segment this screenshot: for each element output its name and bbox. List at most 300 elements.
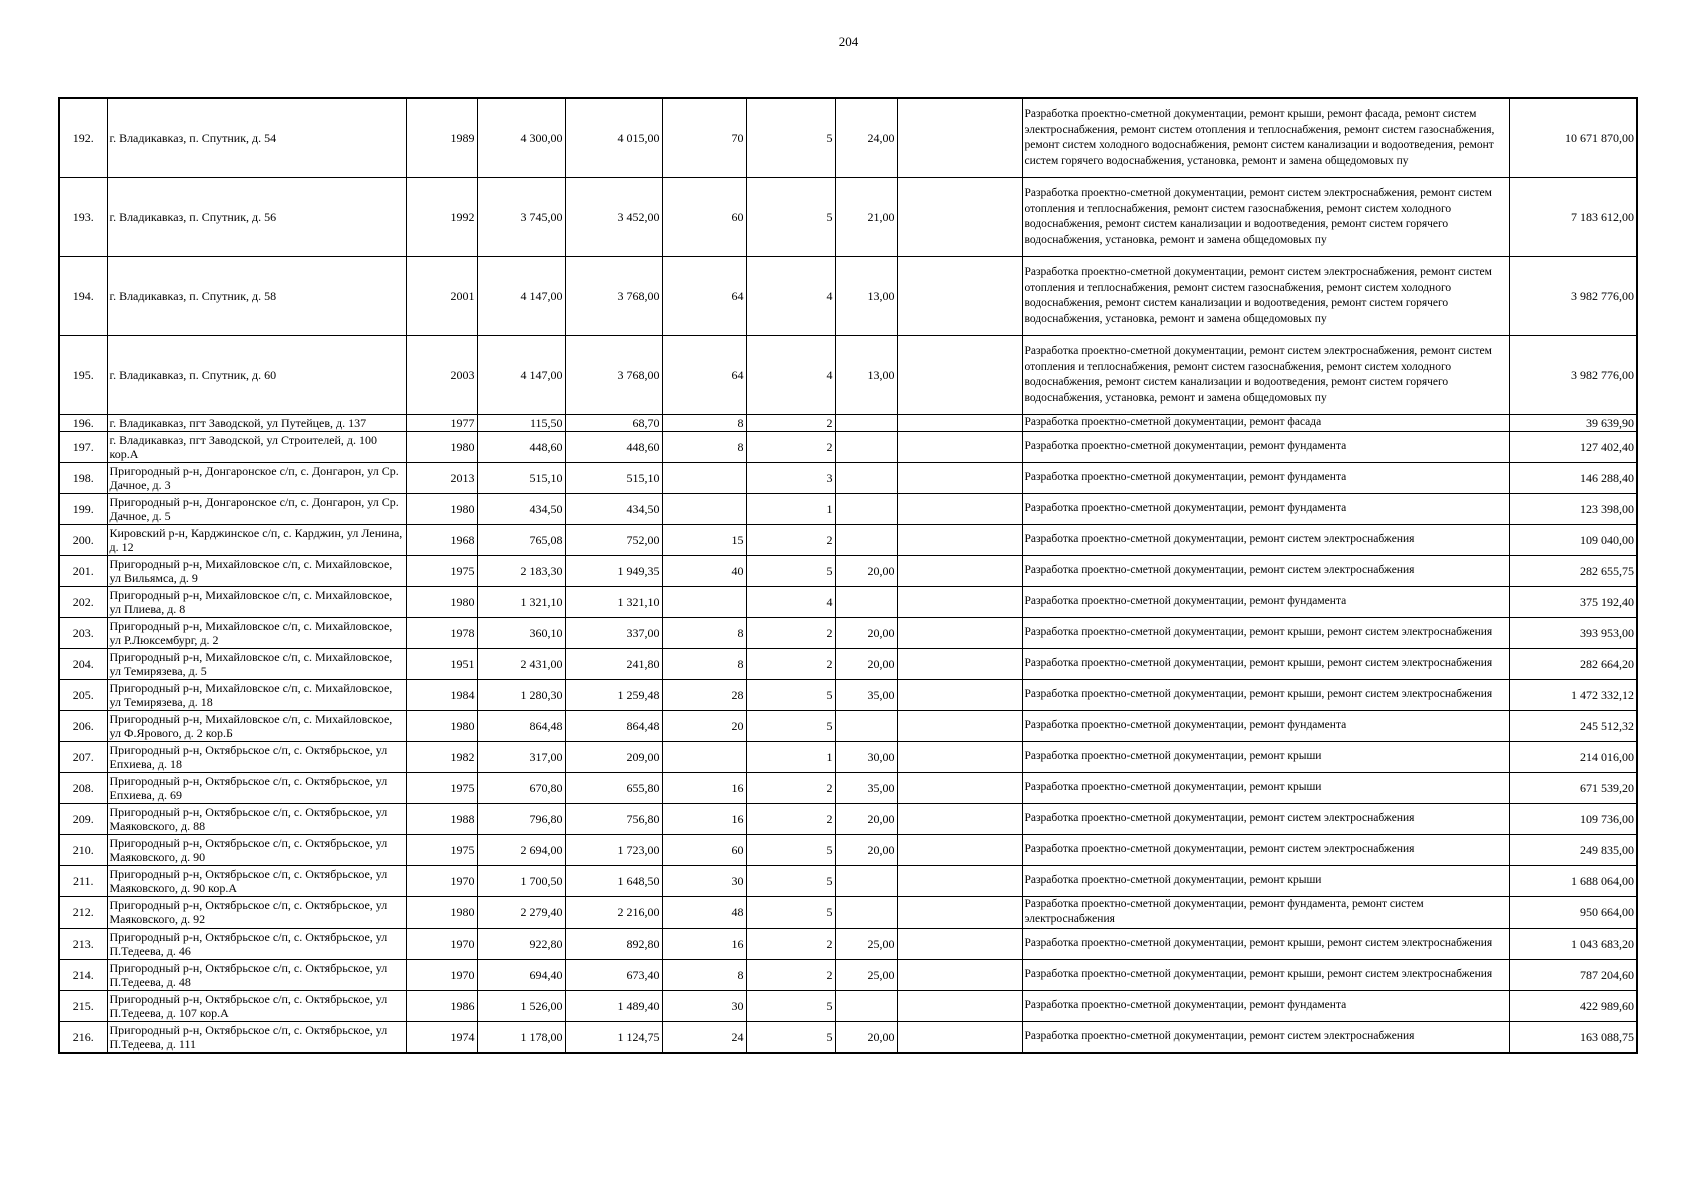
table-row [59, 462, 1637, 493]
row-number-cell: 199. [59, 493, 107, 524]
total-area-cell: 360,10 [477, 617, 565, 648]
wear-cell: 20,00 [835, 803, 897, 834]
floors-cell: 2 [746, 617, 835, 648]
wear-cell: 20,00 [835, 648, 897, 679]
year-cell: 1988 [406, 803, 477, 834]
table-row [59, 710, 1637, 741]
address-cell: г. Владикавказ, п. Спутник, д. 60 [107, 336, 406, 415]
floors-cell: 2 [746, 803, 835, 834]
works-cell: Разработка проектно-сметной документации, ремонт систем электроснабжения, ремонт систем отопления и теплоснабжения, ремонт систем газоснабжения, ремонт систем холодного водоснабжения, ремонт систем канализации и водоотведения, ремонт систем горячего водоснабжения, установка, ремонт и замена общедомовых пу [1022, 257, 1509, 336]
cost-cell: 163 088,75 [1509, 1021, 1637, 1053]
table-body [59, 98, 1637, 1053]
row-number-cell: 202. [59, 586, 107, 617]
floors-cell: 1 [746, 493, 835, 524]
address-cell: г. Владикавказ, п. Спутник, д. 58 [107, 257, 406, 336]
row-number-cell: 216. [59, 1021, 107, 1053]
extra-cell [897, 741, 1022, 772]
living-area-cell: 337,00 [565, 617, 662, 648]
living-area-cell: 68,70 [565, 415, 662, 432]
address-cell: Пригородный р-н, Михайловское с/п, с. Михайловское, ул Р.Люксембург, д. 2 [107, 617, 406, 648]
living-area-cell: 3 768,00 [565, 336, 662, 415]
table-row [59, 959, 1637, 990]
table-row [59, 415, 1637, 432]
wear-cell: 13,00 [835, 336, 897, 415]
wear-cell [835, 493, 897, 524]
works-cell: Разработка проектно-сметной документации, ремонт крыши, ремонт систем электроснабжения [1022, 648, 1509, 679]
year-cell: 2013 [406, 462, 477, 493]
living-area-cell: 3 768,00 [565, 257, 662, 336]
residents-cell [662, 462, 746, 493]
total-area-cell: 317,00 [477, 741, 565, 772]
residents-cell: 24 [662, 1021, 746, 1053]
cost-cell: 1 688 064,00 [1509, 865, 1637, 896]
works-cell: Разработка проектно-сметной документации, ремонт фундамента [1022, 431, 1509, 462]
cost-cell: 146 288,40 [1509, 462, 1637, 493]
floors-cell: 5 [746, 1021, 835, 1053]
floors-cell: 5 [746, 178, 835, 257]
wear-cell: 20,00 [835, 834, 897, 865]
total-area-cell: 448,60 [477, 431, 565, 462]
wear-cell [835, 462, 897, 493]
wear-cell [835, 710, 897, 741]
table-row [59, 865, 1637, 896]
floors-cell: 2 [746, 431, 835, 462]
works-cell: Разработка проектно-сметной документации, ремонт систем электроснабжения [1022, 555, 1509, 586]
year-cell: 2001 [406, 257, 477, 336]
extra-cell [897, 178, 1022, 257]
address-cell: Пригородный р-н, Михайловское с/п, с. Михайловское, ул Плиева, д. 8 [107, 586, 406, 617]
cost-cell: 1 043 683,20 [1509, 928, 1637, 959]
residents-cell: 28 [662, 679, 746, 710]
row-number-cell: 213. [59, 928, 107, 959]
floors-cell: 2 [746, 772, 835, 803]
wear-cell: 25,00 [835, 959, 897, 990]
year-cell: 1980 [406, 431, 477, 462]
table-row [59, 772, 1637, 803]
row-number-cell: 203. [59, 617, 107, 648]
year-cell: 1975 [406, 772, 477, 803]
residents-cell: 8 [662, 617, 746, 648]
extra-cell [897, 896, 1022, 928]
floors-cell: 3 [746, 462, 835, 493]
year-cell: 1970 [406, 865, 477, 896]
table-row [59, 555, 1637, 586]
wear-cell [835, 896, 897, 928]
address-cell: Пригородный р-н, Михайловское с/п, с. Михайловское, ул Темирязева, д. 18 [107, 679, 406, 710]
floors-cell: 2 [746, 648, 835, 679]
address-cell: Пригородный р-н, Октябрьское с/п, с. Октябрьское, ул Епхиева, д. 69 [107, 772, 406, 803]
table-row [59, 803, 1637, 834]
floors-cell: 2 [746, 415, 835, 432]
table-row [59, 741, 1637, 772]
extra-cell [897, 98, 1022, 178]
extra-cell [897, 772, 1022, 803]
works-cell: Разработка проектно-сметной документации, ремонт систем электроснабжения [1022, 524, 1509, 555]
living-area-cell: 655,80 [565, 772, 662, 803]
cost-cell: 422 989,60 [1509, 990, 1637, 1021]
year-cell: 1980 [406, 710, 477, 741]
total-area-cell: 2 694,00 [477, 834, 565, 865]
extra-cell [897, 648, 1022, 679]
residents-cell: 48 [662, 896, 746, 928]
address-cell: Кировский р-н, Карджинское с/п, с. Карджин, ул Ленина, д. 12 [107, 524, 406, 555]
year-cell: 1978 [406, 617, 477, 648]
living-area-cell: 241,80 [565, 648, 662, 679]
works-cell: Разработка проектно-сметной документации, ремонт крыши, ремонт фасада, ремонт систем электроснабжения, ремонт систем отопления и теплоснабжения, ремонт систем газоснабжения, ремонт систем холодного водоснабжения, ремонт систем канализации и водоотведения, ремонт систем горячего водоснабжения, установка, ремонт и замена общедомовых пу [1022, 98, 1509, 178]
table-row [59, 493, 1637, 524]
year-cell: 1980 [406, 586, 477, 617]
table-row [59, 257, 1637, 336]
address-cell: Пригородный р-н, Донгаронское с/п, с. Донгарон, ул Ср. Дачное, д. 5 [107, 493, 406, 524]
floors-cell: 4 [746, 257, 835, 336]
cost-cell: 109 040,00 [1509, 524, 1637, 555]
table-row [59, 928, 1637, 959]
works-cell: Разработка проектно-сметной документации, ремонт фасада [1022, 415, 1509, 432]
wear-cell: 20,00 [835, 1021, 897, 1053]
residents-cell: 60 [662, 834, 746, 865]
year-cell: 1984 [406, 679, 477, 710]
residents-cell: 20 [662, 710, 746, 741]
total-area-cell: 1 280,30 [477, 679, 565, 710]
living-area-cell: 1 321,10 [565, 586, 662, 617]
wear-cell [835, 586, 897, 617]
extra-cell [897, 617, 1022, 648]
wear-cell [835, 524, 897, 555]
address-cell: г. Владикавказ, п. Спутник, д. 56 [107, 178, 406, 257]
extra-cell [897, 493, 1022, 524]
year-cell: 1951 [406, 648, 477, 679]
floors-cell: 2 [746, 524, 835, 555]
extra-cell [897, 990, 1022, 1021]
residents-cell: 16 [662, 803, 746, 834]
works-cell: Разработка проектно-сметной документации, ремонт фундамента [1022, 462, 1509, 493]
floors-cell: 4 [746, 336, 835, 415]
residents-cell: 15 [662, 524, 746, 555]
cost-cell: 109 736,00 [1509, 803, 1637, 834]
cost-cell: 787 204,60 [1509, 959, 1637, 990]
works-cell: Разработка проектно-сметной документации, ремонт фундамента [1022, 990, 1509, 1021]
floors-cell: 5 [746, 990, 835, 1021]
residents-cell: 8 [662, 431, 746, 462]
residents-cell: 8 [662, 648, 746, 679]
living-area-cell: 3 452,00 [565, 178, 662, 257]
living-area-cell: 1 124,75 [565, 1021, 662, 1053]
total-area-cell: 2 279,40 [477, 896, 565, 928]
cost-cell: 393 953,00 [1509, 617, 1637, 648]
row-number-cell: 208. [59, 772, 107, 803]
total-area-cell: 864,48 [477, 710, 565, 741]
living-area-cell: 434,50 [565, 493, 662, 524]
row-number-cell: 207. [59, 741, 107, 772]
works-cell: Разработка проектно-сметной документации, ремонт крыши [1022, 772, 1509, 803]
row-number-cell: 205. [59, 679, 107, 710]
year-cell: 1975 [406, 834, 477, 865]
floors-cell: 5 [746, 896, 835, 928]
address-cell: Пригородный р-н, Октябрьское с/п, с. Октябрьское, ул П.Тедеева, д. 46 [107, 928, 406, 959]
living-area-cell: 673,40 [565, 959, 662, 990]
address-cell: Пригородный р-н, Октябрьское с/п, с. Октябрьское, ул П.Тедеева, д. 48 [107, 959, 406, 990]
total-area-cell: 434,50 [477, 493, 565, 524]
extra-cell [897, 257, 1022, 336]
extra-cell [897, 555, 1022, 586]
table-row [59, 98, 1637, 178]
extra-cell [897, 803, 1022, 834]
total-area-cell: 1 700,50 [477, 865, 565, 896]
living-area-cell: 515,10 [565, 462, 662, 493]
wear-cell: 21,00 [835, 178, 897, 257]
row-number-cell: 201. [59, 555, 107, 586]
cost-cell: 3 982 776,00 [1509, 336, 1637, 415]
row-number-cell: 204. [59, 648, 107, 679]
table-row [59, 834, 1637, 865]
total-area-cell: 796,80 [477, 803, 565, 834]
works-cell: Разработка проектно-сметной документации, ремонт крыши [1022, 741, 1509, 772]
address-cell: Пригородный р-н, Октябрьское с/п, с. Октябрьское, ул Маяковского, д. 90 [107, 834, 406, 865]
address-cell: Пригородный р-н, Октябрьское с/п, с. Октябрьское, ул П.Тедеева, д. 111 [107, 1021, 406, 1053]
row-number-cell: 214. [59, 959, 107, 990]
extra-cell [897, 679, 1022, 710]
year-cell: 1982 [406, 741, 477, 772]
works-cell: Разработка проектно-сметной документации, ремонт систем электроснабжения [1022, 803, 1509, 834]
year-cell: 1975 [406, 555, 477, 586]
wear-cell: 13,00 [835, 257, 897, 336]
works-cell: Разработка проектно-сметной документации, ремонт систем электроснабжения [1022, 1021, 1509, 1053]
year-cell: 1970 [406, 959, 477, 990]
row-number-cell: 197. [59, 431, 107, 462]
table-row [59, 336, 1637, 415]
wear-cell [835, 865, 897, 896]
table-row [59, 1021, 1637, 1053]
extra-cell [897, 336, 1022, 415]
living-area-cell: 892,80 [565, 928, 662, 959]
cost-cell: 375 192,40 [1509, 586, 1637, 617]
row-number-cell: 212. [59, 896, 107, 928]
works-cell: Разработка проектно-сметной документации, ремонт систем электроснабжения, ремонт систем отопления и теплоснабжения, ремонт систем газоснабжения, ремонт систем холодного водоснабжения, ремонт систем канализации и водоотведения, ремонт систем горячего водоснабжения, установка, ремонт и замена общедомовых пу [1022, 336, 1509, 415]
row-number-cell: 215. [59, 990, 107, 1021]
cost-cell: 3 982 776,00 [1509, 257, 1637, 336]
total-area-cell: 2 183,30 [477, 555, 565, 586]
living-area-cell: 1 949,35 [565, 555, 662, 586]
living-area-cell: 2 216,00 [565, 896, 662, 928]
extra-cell [897, 1021, 1022, 1053]
residents-cell: 30 [662, 865, 746, 896]
year-cell: 1989 [406, 98, 477, 178]
address-cell: Пригородный р-н, Октябрьское с/п, с. Октябрьское, ул Епхиева, д. 18 [107, 741, 406, 772]
extra-cell [897, 586, 1022, 617]
floors-cell: 5 [746, 555, 835, 586]
row-number-cell: 209. [59, 803, 107, 834]
wear-cell [835, 990, 897, 1021]
address-cell: Пригородный р-н, Михайловское с/п, с. Михайловское, ул Ф.Ярового, д. 2 кор.Б [107, 710, 406, 741]
row-number-cell: 195. [59, 336, 107, 415]
wear-cell: 35,00 [835, 772, 897, 803]
floors-cell: 5 [746, 710, 835, 741]
address-cell: г. Владикавказ, пгт Заводской, ул Строителей, д. 100 кор.А [107, 431, 406, 462]
address-cell: Пригородный р-н, Донгаронское с/п, с. Донгарон, ул Ср. Дачное, д. 3 [107, 462, 406, 493]
residents-cell [662, 586, 746, 617]
year-cell: 2003 [406, 336, 477, 415]
cost-cell: 127 402,40 [1509, 431, 1637, 462]
year-cell: 1986 [406, 990, 477, 1021]
living-area-cell: 209,00 [565, 741, 662, 772]
wear-cell: 30,00 [835, 741, 897, 772]
total-area-cell: 1 321,10 [477, 586, 565, 617]
table-row [59, 178, 1637, 257]
floors-cell: 4 [746, 586, 835, 617]
living-area-cell: 448,60 [565, 431, 662, 462]
works-cell: Разработка проектно-сметной документации, ремонт систем электроснабжения [1022, 834, 1509, 865]
residents-cell: 8 [662, 415, 746, 432]
total-area-cell: 3 745,00 [477, 178, 565, 257]
table-row [59, 617, 1637, 648]
wear-cell [835, 415, 897, 432]
row-number-cell: 196. [59, 415, 107, 432]
floors-cell: 5 [746, 865, 835, 896]
residents-cell [662, 493, 746, 524]
cost-cell: 1 472 332,12 [1509, 679, 1637, 710]
cost-cell: 282 655,75 [1509, 555, 1637, 586]
works-cell: Разработка проектно-сметной документации, ремонт крыши, ремонт систем электроснабжения [1022, 959, 1509, 990]
wear-cell: 35,00 [835, 679, 897, 710]
table-row [59, 586, 1637, 617]
extra-cell [897, 431, 1022, 462]
residents-cell: 30 [662, 990, 746, 1021]
total-area-cell: 515,10 [477, 462, 565, 493]
extra-cell [897, 834, 1022, 865]
wear-cell: 25,00 [835, 928, 897, 959]
floors-cell: 1 [746, 741, 835, 772]
total-area-cell: 2 431,00 [477, 648, 565, 679]
cost-cell: 249 835,00 [1509, 834, 1637, 865]
works-cell: Разработка проектно-сметной документации, ремонт фундамента [1022, 586, 1509, 617]
table-row [59, 648, 1637, 679]
row-number-cell: 198. [59, 462, 107, 493]
living-area-cell: 1 259,48 [565, 679, 662, 710]
table-row [59, 896, 1637, 928]
cost-cell: 282 664,20 [1509, 648, 1637, 679]
works-cell: Разработка проектно-сметной документации, ремонт фундамента, ремонт систем электроснабжения [1022, 896, 1509, 928]
works-cell: Разработка проектно-сметной документации, ремонт крыши, ремонт систем электроснабжения [1022, 617, 1509, 648]
total-area-cell: 4 147,00 [477, 257, 565, 336]
total-area-cell: 922,80 [477, 928, 565, 959]
year-cell: 1980 [406, 896, 477, 928]
living-area-cell: 4 015,00 [565, 98, 662, 178]
extra-cell [897, 710, 1022, 741]
extra-cell [897, 928, 1022, 959]
living-area-cell: 756,80 [565, 803, 662, 834]
extra-cell [897, 462, 1022, 493]
floors-cell: 2 [746, 928, 835, 959]
works-cell: Разработка проектно-сметной документации, ремонт фундамента [1022, 710, 1509, 741]
cost-cell: 950 664,00 [1509, 896, 1637, 928]
wear-cell: 20,00 [835, 617, 897, 648]
total-area-cell: 4 300,00 [477, 98, 565, 178]
residents-cell: 64 [662, 336, 746, 415]
address-cell: Пригородный р-н, Октябрьское с/п, с. Октябрьское, ул Маяковского, д. 88 [107, 803, 406, 834]
row-number-cell: 200. [59, 524, 107, 555]
table-row [59, 431, 1637, 462]
floors-cell: 5 [746, 834, 835, 865]
floors-cell: 2 [746, 959, 835, 990]
address-cell: г. Владикавказ, п. Спутник, д. 54 [107, 98, 406, 178]
year-cell: 1968 [406, 524, 477, 555]
row-number-cell: 193. [59, 178, 107, 257]
table-row [59, 990, 1637, 1021]
works-cell: Разработка проектно-сметной документации, ремонт крыши, ремонт систем электроснабжения [1022, 679, 1509, 710]
year-cell: 1977 [406, 415, 477, 432]
total-area-cell: 115,50 [477, 415, 565, 432]
address-cell: Пригородный р-н, Октябрьское с/п, с. Октябрьское, ул Маяковского, д. 90 кор.А [107, 865, 406, 896]
address-cell: Пригородный р-н, Михайловское с/п, с. Михайловское, ул Темирязева, д. 5 [107, 648, 406, 679]
row-number-cell: 210. [59, 834, 107, 865]
extra-cell [897, 865, 1022, 896]
year-cell: 1970 [406, 928, 477, 959]
total-area-cell: 765,08 [477, 524, 565, 555]
address-cell: Пригородный р-н, Октябрьское с/п, с. Октябрьское, ул Маяковского, д. 92 [107, 896, 406, 928]
address-cell: Пригородный р-н, Михайловское с/п, с. Михайловское, ул Вильямса, д. 9 [107, 555, 406, 586]
living-area-cell: 1 723,00 [565, 834, 662, 865]
extra-cell [897, 959, 1022, 990]
address-cell: Пригородный р-н, Октябрьское с/п, с. Октябрьское, ул П.Тедеева, д. 107 кор.А [107, 990, 406, 1021]
row-number-cell: 211. [59, 865, 107, 896]
floors-cell: 5 [746, 98, 835, 178]
extra-cell [897, 524, 1022, 555]
residents-cell: 16 [662, 928, 746, 959]
residents-cell: 8 [662, 959, 746, 990]
year-cell: 1980 [406, 493, 477, 524]
total-area-cell: 4 147,00 [477, 336, 565, 415]
wear-cell: 24,00 [835, 98, 897, 178]
wear-cell: 20,00 [835, 555, 897, 586]
floors-cell: 5 [746, 679, 835, 710]
row-number-cell: 192. [59, 98, 107, 178]
cost-cell: 10 671 870,00 [1509, 98, 1637, 178]
registry-table [58, 97, 1638, 1054]
residents-cell: 16 [662, 772, 746, 803]
works-cell: Разработка проектно-сметной документации, ремонт фундамента [1022, 493, 1509, 524]
total-area-cell: 670,80 [477, 772, 565, 803]
row-number-cell: 194. [59, 257, 107, 336]
total-area-cell: 1 526,00 [477, 990, 565, 1021]
year-cell: 1974 [406, 1021, 477, 1053]
cost-cell: 39 639,90 [1509, 415, 1637, 432]
residents-cell [662, 741, 746, 772]
table-row [59, 679, 1637, 710]
cost-cell: 245 512,32 [1509, 710, 1637, 741]
works-cell: Разработка проектно-сметной документации, ремонт крыши, ремонт систем электроснабжения [1022, 928, 1509, 959]
works-cell: Разработка проектно-сметной документации, ремонт систем электроснабжения, ремонт систем отопления и теплоснабжения, ремонт систем газоснабжения, ремонт систем холодного водоснабжения, ремонт систем канализации и водоотведения, ремонт систем горячего водоснабжения, установка, ремонт и замена общедомовых пу [1022, 178, 1509, 257]
works-cell: Разработка проектно-сметной документации, ремонт крыши [1022, 865, 1509, 896]
cost-cell: 123 398,00 [1509, 493, 1637, 524]
extra-cell [897, 415, 1022, 432]
living-area-cell: 864,48 [565, 710, 662, 741]
year-cell: 1992 [406, 178, 477, 257]
residents-cell: 64 [662, 257, 746, 336]
total-area-cell: 694,40 [477, 959, 565, 990]
residents-cell: 60 [662, 178, 746, 257]
living-area-cell: 1 489,40 [565, 990, 662, 1021]
residents-cell: 40 [662, 555, 746, 586]
cost-cell: 671 539,20 [1509, 772, 1637, 803]
living-area-cell: 1 648,50 [565, 865, 662, 896]
page-number: 204 [838, 34, 859, 49]
table-row [59, 524, 1637, 555]
living-area-cell: 752,00 [565, 524, 662, 555]
row-number-cell: 206. [59, 710, 107, 741]
wear-cell [835, 431, 897, 462]
residents-cell: 70 [662, 98, 746, 178]
total-area-cell: 1 178,00 [477, 1021, 565, 1053]
